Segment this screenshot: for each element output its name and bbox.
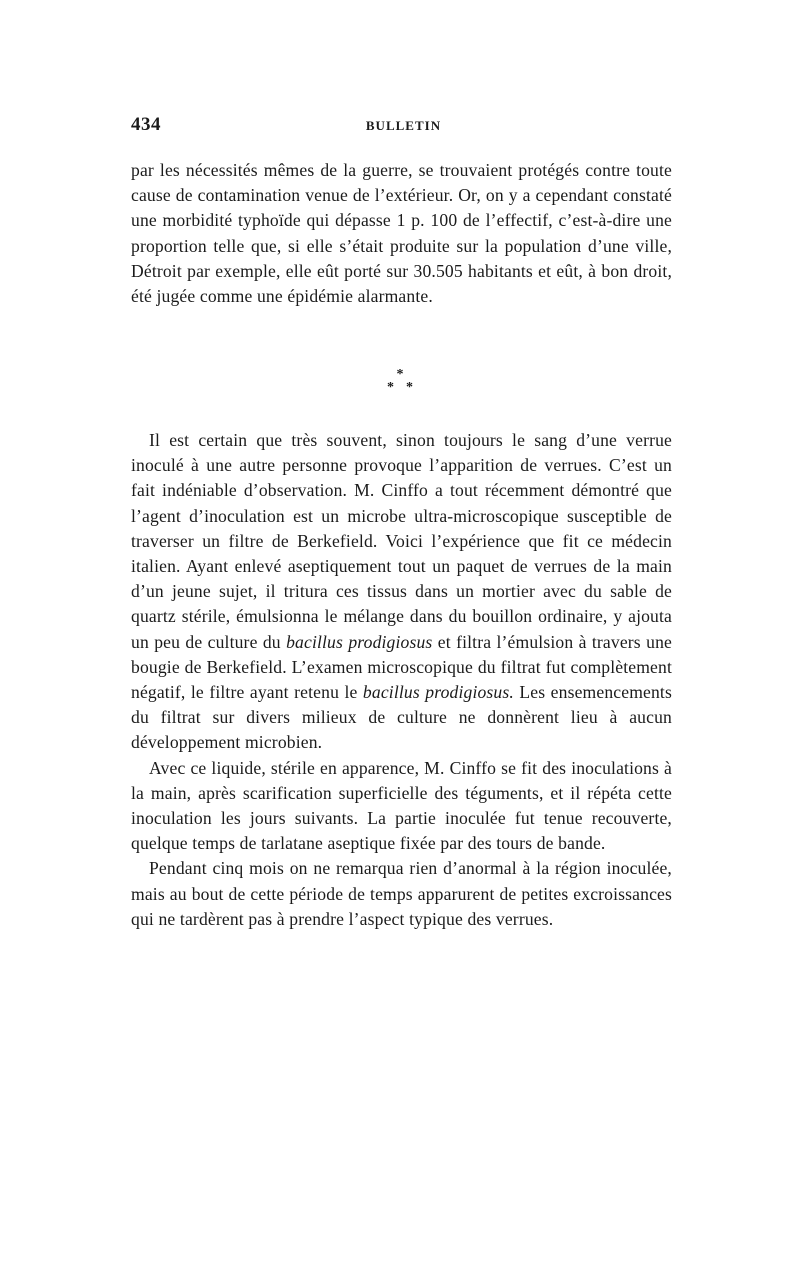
asterism-right-star: * bbox=[406, 380, 413, 395]
paragraph-continued: par les nécessités mêmes de la guerre, se trouvaient protégés contre toute cause de contamination venue de l’extérieur. Or, on y a cependant constaté une morbidité typhoïde qui dépasse 1 p. 100 de l’effectif, c’est-à-dire une proportion telle que, si elle s’était produite sur la population d’une ville, Détroit par exemple, elle eût porté sur 30.505 habitants et eût, à bon droit, été jugée comme une épidémie alarmante. bbox=[131, 160, 672, 307]
paragraph-result: Pendant cinq mois on ne remarqua rien d’anormal à la région inoculée, mais au bout de cette période de temps apparurent de petites excroissances qui ne tardèrent pas à prendre l’aspect typique des verrues. bbox=[131, 858, 672, 929]
journal-title: BULLETIN bbox=[365, 118, 442, 133]
asterism-separator bbox=[0, 368, 800, 398]
asterism-bottom-stars bbox=[0, 381, 800, 394]
italic-species-name: bacillus prodigiosus bbox=[286, 631, 433, 652]
page-number: 434 bbox=[131, 114, 161, 135]
paragraph-text: Les ensemencements du filtrat sur divers milieux de culture ne donnèrent lieu à aucun développement microbien. bbox=[131, 682, 672, 753]
text-block-verrues bbox=[131, 428, 672, 932]
running-head bbox=[131, 114, 676, 144]
asterism-top-star: * bbox=[396, 367, 404, 382]
paragraph-text: Il est certain que très souvent, sinon toujours le sang d’une verrue inoculé à une autre personne provoque l’apparition de verrues. C’est un fait indéniable d’observation. M. Cinffo a tout récemment démontré que l’agent d’inoculation est un microbe ultra-microscopique susceptible de traverser un filtre de Berkefield. Voici l’expérience que fit ce médecin italien. Ayant enlevé aseptiquement tout un paquet de verrues de la main d’un jeune sujet, il tritura ces tissus dans un mortier avec du sable de quartz stérile, émulsionna le mélange dans du bouillon ordinaire, y ajouta un peu de culture du bbox=[131, 430, 672, 652]
italic-species-name: bacillus prodigiosus. bbox=[362, 682, 514, 703]
paragraph-verrues-experience bbox=[131, 428, 672, 756]
asterism-left-star: * bbox=[387, 380, 394, 395]
paragraph-inoculation: Avec ce liquide, stérile en apparence, M. Cinffo se fit des inoculations à la main, après scarification superficielle des téguments, et il répéta cette inoculation les jours suivants. La partie inoculée fut tenue recouverte, quelque temps de tarlatane aseptique fixée par des tours de bande. bbox=[131, 757, 672, 854]
paragraph-text: et filtra l’émulsion à travers une bougie de Berkefield. L’examen microscopique du filtrat fut complètement négatif, le filtre ayant retenu le bbox=[131, 631, 672, 703]
text-block-typhoid bbox=[131, 158, 672, 309]
